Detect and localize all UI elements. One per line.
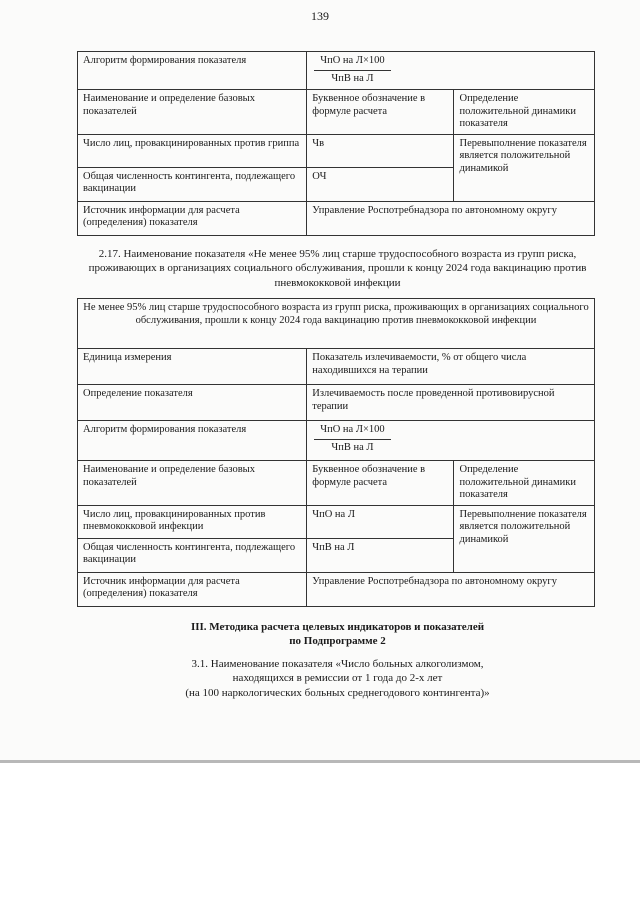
- base-indicator-name: Число лиц, провакцинированных против гриппа: [78, 134, 307, 167]
- definition-label: Определение показателя: [78, 385, 307, 421]
- formula-fraction: [314, 55, 390, 85]
- positive-dynamics-value: Перевыполнение показателя является положительной динамикой: [454, 134, 595, 201]
- source-value: Управление Роспотребнадзора по автономному округу: [307, 201, 595, 235]
- base-indicator-name: Общая численность контингента, подлежащего вакцинации: [78, 538, 307, 572]
- table-row: [78, 134, 595, 167]
- positive-dynamics-value: Перевыполнение показателя является положительной динамикой: [454, 505, 595, 572]
- positive-dynamics-label: Определение положительной динамики показателя: [454, 461, 595, 506]
- base-indicators-label: Наименование и определение базовых показателей: [78, 461, 307, 506]
- table-row: [78, 421, 595, 461]
- table-row: [78, 572, 595, 606]
- page-edge: [0, 760, 640, 763]
- indicator-table-influenza: [77, 51, 595, 236]
- page-number: 139: [311, 9, 329, 23]
- formula-denominator: ЧпВ на Л: [331, 441, 374, 453]
- section-3-title: [80, 620, 595, 649]
- formula-denominator: ЧпВ на Л: [331, 72, 374, 84]
- table-row: [78, 90, 595, 135]
- table-row: [78, 461, 595, 506]
- positive-dynamics-label: Определение положительной динамики показателя: [454, 90, 595, 135]
- definition-value: Излечиваемость после проведенной противовирусной терапии: [307, 385, 595, 421]
- source-label: Источник информации для расчета (определения) показателя: [78, 572, 307, 606]
- section-2-17-heading: 2.17. Наименование показателя «Не менее 95% лиц старше трудоспособного возраста из групп риска, проживающих в организациях социального обслуживания, прошли к концу 2024 года вакцинацию против пневмококковой инфекции: [88, 248, 587, 289]
- base-indicator-letter: ЧпВ на Л: [307, 538, 454, 572]
- table-row: [78, 385, 595, 421]
- algorithm-label: Алгоритм формирования показателя: [78, 421, 307, 461]
- table-row: [78, 201, 595, 235]
- algorithm-formula: [307, 421, 595, 461]
- section-3-1-line: 3.1. Наименование показателя «Число больных алкоголизмом,: [191, 658, 484, 670]
- letter-designation-label: Буквенное обозначение в формуле расчета: [307, 461, 454, 506]
- algorithm-formula: [307, 52, 595, 90]
- section-3-title-line: III. Методика расчета целевых индикаторов и показателей: [190, 621, 485, 633]
- algorithm-label: Алгоритм формирования показателя: [78, 52, 307, 90]
- base-indicator-name: Число лиц, провакцинированных против пневмококковой инфекции: [78, 505, 307, 538]
- table-row: [78, 52, 595, 90]
- table-header: Не менее 95% лиц старше трудоспособного возраста из групп риска, проживающих в организациях социального обслуживания, прошли к концу 2024 года вакцинацию против пневмококковой инфекции: [78, 299, 595, 349]
- formula-numerator: ЧпО на Л×100: [314, 55, 390, 71]
- source-label: Источник информации для расчета (определения) показателя: [78, 201, 307, 235]
- formula-fraction: [314, 424, 390, 454]
- base-indicator-letter: ЧпО на Л: [307, 505, 454, 538]
- section-3-title-line: по Подпрограмме 2: [289, 635, 386, 648]
- section-3-1-line: находящихся в ремиссии от 1 года до 2-х лет: [232, 672, 443, 685]
- table-row: [78, 299, 595, 349]
- formula-numerator: ЧпО на Л×100: [314, 424, 390, 440]
- indicator-table-pneumococcal: [77, 298, 595, 607]
- letter-designation-label: Буквенное обозначение в формуле расчета: [307, 90, 454, 135]
- table-row: [78, 505, 595, 538]
- section-3-1-line: (на 100 наркологических больных среднегодового контингента)»: [185, 686, 490, 699]
- table-row: [78, 349, 595, 385]
- unit-label: Единица измерения: [78, 349, 307, 385]
- unit-value: Показатель излечиваемости, % от общего числа находившихся на терапии: [307, 349, 595, 385]
- base-indicator-letter: Чв: [307, 134, 454, 167]
- base-indicators-label: Наименование и определение базовых показателей: [78, 90, 307, 135]
- source-value: Управление Роспотребнадзора по автономному округу: [307, 572, 595, 606]
- base-indicator-letter: ОЧ: [307, 167, 454, 201]
- section-3-1-heading: [80, 657, 595, 700]
- base-indicator-name: Общая численность контингента, подлежащего вакцинации: [78, 167, 307, 201]
